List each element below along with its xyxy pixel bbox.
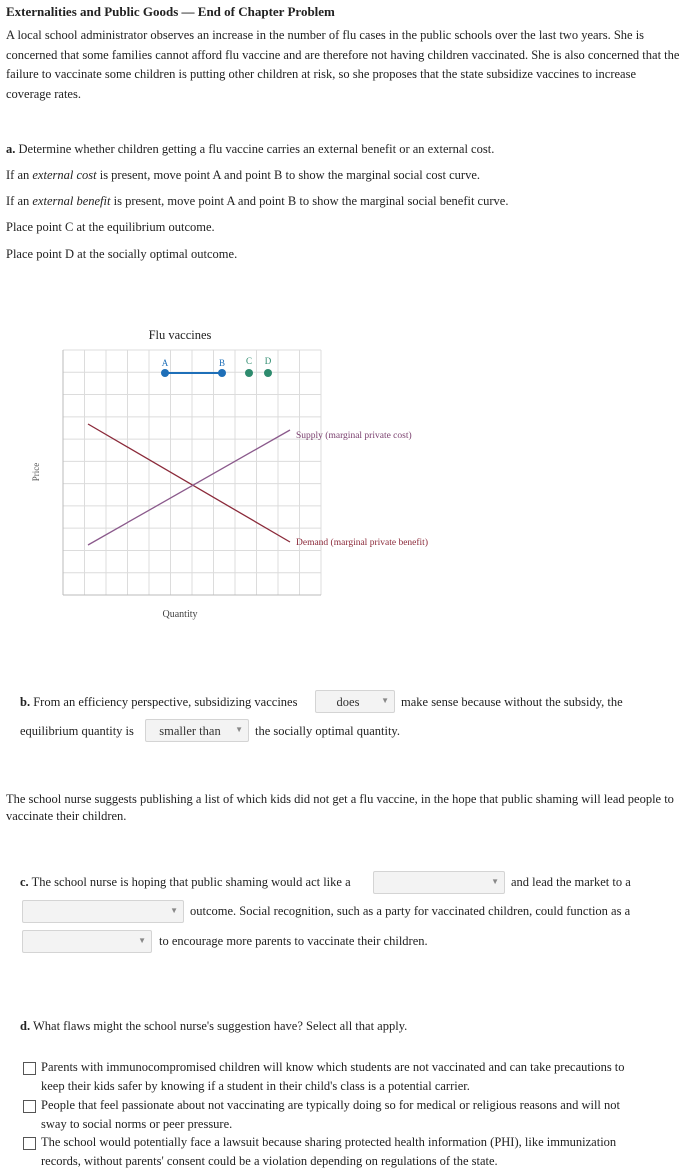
cost-term: external cost (32, 168, 97, 182)
place-c-instruction: Place point C at the equilibrium outcome. (6, 220, 215, 234)
part-a-cost-line (6, 168, 480, 183)
option-2-line1: People that feel passionate about not vaccinating are typically doing so for medical or religious reasons and will not (41, 1098, 621, 1112)
point-c[interactable] (245, 369, 253, 377)
point-a-label: A (161, 358, 169, 368)
point-b[interactable] (218, 369, 226, 377)
part-d-text: What flaws might the school nurse's suggestion have? Select all that apply. (32, 1019, 408, 1033)
part-c-text1: The school nurse is hoping that public shaming would act like a (31, 875, 351, 889)
option-2-line2: sway to social norms or peer pressure. (41, 1117, 233, 1131)
part-c-text3: outcome. Social recognition, such as a party for vaccinated children, could function as a (190, 904, 631, 918)
part-b-select-quantity[interactable] (145, 719, 249, 742)
point-d-label: D (264, 356, 272, 366)
option-1-line2: keep their kids safer by knowing if a student in their child's class is a potential carrier. (41, 1079, 470, 1093)
part-b-select-does[interactable] (315, 690, 395, 713)
part-a-label: a. (6, 142, 16, 156)
cost-prefix: If an (6, 168, 33, 182)
part-c-line1 (20, 875, 351, 890)
chevron-down-icon: ▼ (138, 936, 146, 945)
part-a-benefit-line (6, 194, 508, 209)
part-b-text1: From an efficiency perspective, subsidizing vaccines (33, 695, 298, 709)
part-c-text2: and lead the market to a (511, 875, 631, 889)
page-title: Externalities and Public Goods — End of Chapter Problem (6, 4, 335, 19)
y-axis-label: Price (31, 462, 41, 482)
chevron-down-icon: ▼ (381, 696, 389, 705)
chevron-down-icon: ▼ (170, 906, 178, 915)
supply-label: Supply (marginal private cost) (296, 431, 412, 441)
point-d[interactable] (264, 369, 272, 377)
part-c-text4: to encourage more parents to vaccinate their children. (159, 934, 428, 948)
option-3-checkbox[interactable] (23, 1137, 36, 1150)
intro-paragraph: A local school administrator observes an increase in the number of flu cases in the public schools over the last two years. She is concerned that some families cannot afford flu vaccine and are therefore not having children vaccinated. She is also concerned that the failure to vaccinate some children is putting other children at risk, so she proposes that the state subsidize vaccines to increase coverage rates. (6, 28, 680, 101)
part-b-text2: make sense because without the subsidy, the (401, 695, 623, 709)
chevron-down-icon: ▼ (491, 877, 499, 886)
part-d-question (20, 1019, 407, 1034)
nurse-paragraph: The school nurse suggests publishing a list of which kids did not get a flu vaccine, in the hope that public shaming will lead people to vaccinate their children. (6, 792, 674, 823)
part-c-select-1[interactable] (373, 871, 505, 894)
part-a-question (6, 142, 494, 157)
part-c-select-3[interactable] (22, 930, 152, 953)
x-axis-label: Quantity (162, 609, 198, 620)
point-c-label: C (245, 356, 253, 366)
part-b-text3: equilibrium quantity is (20, 724, 134, 738)
option-3-line1: The school would potentially face a lawsuit because sharing protected health information (PHI), like immunization (41, 1135, 617, 1149)
chevron-down-icon: ▼ (235, 725, 243, 734)
demand-curve (88, 424, 290, 542)
part-b-text4: the socially optimal quantity. (255, 724, 400, 738)
graph-title: Flu vaccines (148, 328, 212, 342)
option-1-line1: Parents with immunocompromised children will know which students are not vaccinated and can take precautions to (41, 1060, 625, 1074)
option-3-text (41, 1133, 666, 1171)
part-b-select-quantity-value: smaller than (159, 724, 221, 738)
benefit-prefix: If an (6, 194, 33, 208)
benefit-suffix: is present, move point A and point B to show the marginal social benefit curve. (110, 194, 509, 208)
part-b-select-does-value: does (336, 695, 360, 709)
flu-vaccines-graph[interactable] (0, 320, 691, 630)
benefit-term: external benefit (32, 194, 111, 208)
graph-grid (63, 350, 321, 595)
option-2-text (41, 1096, 666, 1134)
part-d-label: d. (20, 1019, 31, 1033)
option-3-line2: records, without parents' consent could be a violation depending on regulations of the state. (41, 1154, 498, 1168)
part-a-text: Determine whether children getting a flu vaccine carries an external benefit or an external cost. (18, 142, 495, 156)
option-1-text (41, 1058, 666, 1096)
demand-label: Demand (marginal private benefit) (296, 538, 428, 548)
cost-suffix: is present, move point A and point B to show the marginal social cost curve. (96, 168, 480, 182)
option-2-checkbox[interactable] (23, 1100, 36, 1113)
part-c-label: c. (20, 875, 29, 889)
part-b-label: b. (20, 695, 31, 709)
option-1-checkbox[interactable] (23, 1062, 36, 1075)
part-c-select-2[interactable] (22, 900, 184, 923)
point-b-label: B (218, 358, 226, 368)
part-b-line1 (20, 695, 297, 710)
place-d-instruction: Place point D at the socially optimal outcome. (6, 247, 238, 261)
point-a[interactable] (161, 369, 169, 377)
